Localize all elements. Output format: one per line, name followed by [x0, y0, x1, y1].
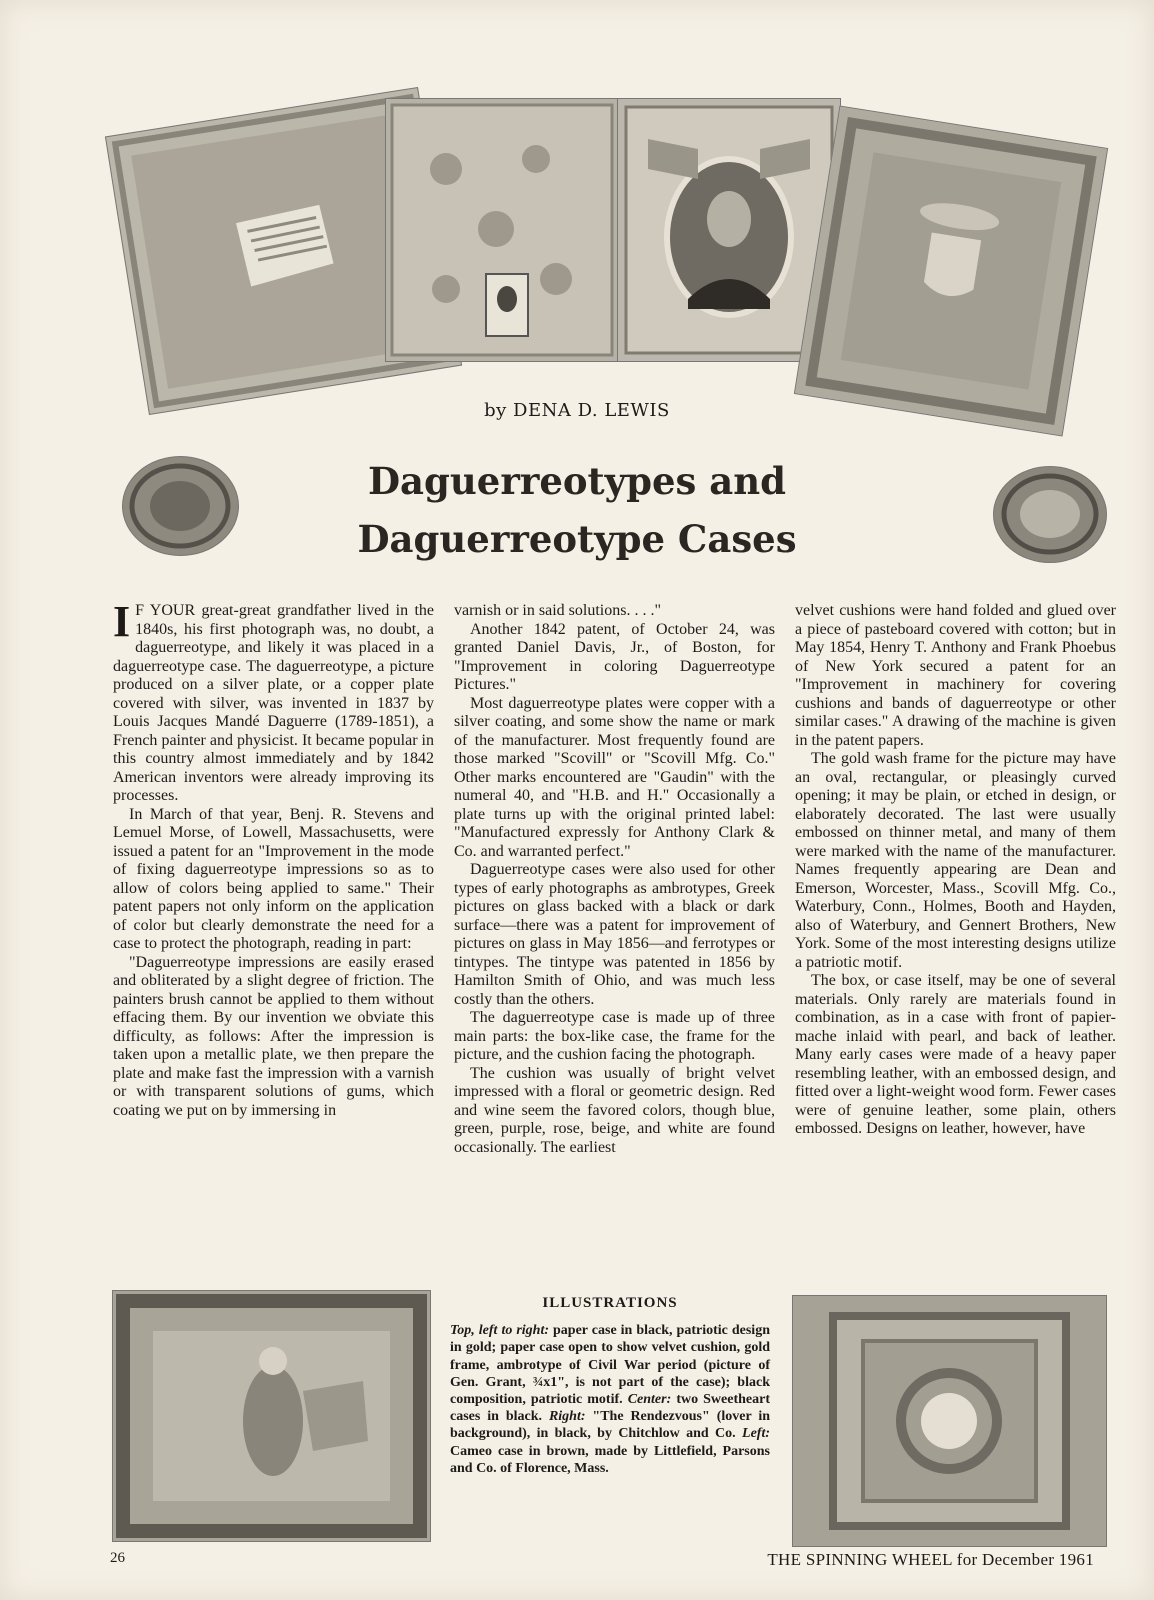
photo-rendezvous-case: [112, 1290, 431, 1542]
article-paragraph: Most daguerreotype plates were copper with a silver coating, and some show the name or mark of the manufacturer. Most frequently found are those marked "Scovill" or "Scovill Mfg. Co." Other marks encountered are "Gaudin" with the numeral 40, and "H.B. and H." Occasionally a plate turns up with the original printed label: "Manufactured expressly for Anthony Clark & Co. and warranted perfect.": [454, 694, 775, 860]
article-paragraph: "Daguerreotype impressions are easily erased and obliterated by a slight degree of friction. The painters brush cannot be applied to them without effacing them. By our invention we obviate this difficulty, as follows: After the impression is taken upon a metallic plate, we then prepare the plate and make fast the impression with a varnish or with transparent solutions of gums, which coating we put on by immersing in: [113, 953, 434, 1119]
photo-cameo-case: [792, 1295, 1107, 1547]
byline: by DENA D. LEWIS: [484, 400, 670, 421]
article-paragraph: The cushion was usually of bright velvet impressed with a floral or geometric design. Red and wine seem the favored colors, though blue, green, purple, rose, beige, and white are found occasionally. The earliest: [454, 1064, 775, 1156]
velvet-cushion-image: [386, 99, 618, 361]
illustrations-heading: ILLUSTRATIONS: [542, 1295, 678, 1311]
publication-footer: THE SPINNING WHEEL for December 1961: [767, 1550, 1094, 1569]
article-column-1: [113, 597, 434, 1120]
illustrations-caption: [450, 1295, 770, 1477]
article-paragraph: The daguerreotype case is made up of three main parts: the box-like case, the frame for the picture, and the cushion facing the photograph.: [454, 1009, 775, 1063]
composition-case-image: [795, 107, 1107, 436]
article-paragraph: Another 1842 patent, of October 24, was granted Daniel Davis, Jr., of Boston, for "Improvement in coloring Daguerreotype Pictures.": [454, 620, 775, 693]
article-paragraph: The gold wash frame for the picture may have an oval, rectangular, or pleasingly curved opening; it may be plain, or etched in design, or elaborately decorated. The last were usually embossed on thinner metal, and many of them were marked with the name of the manufacturer. Names frequently appearing are Dean and Emerson, Worcester, Mass., Scovill Mfg. Co., Waterbury, Conn., Holmes, Booth and Hayden, also of Waterbury, and Gennert Brothers, New York. Some of the most interesting designs utilize a patriotic motif.: [795, 750, 1116, 971]
article-paragraph: The box, or case itself, may be one of several materials. Only rarely are materials found in combination, as in a case with front of papier-mache inlaid with pearl, and back of leather. Many early cases were made of a heavy paper resembling leather, with an embossed design, and fitted over a light-weight wood form. Fewer cases were of genuine leather, some plain, others embossed. Designs on leather, however, have: [795, 972, 1116, 1137]
article-paragraph: I F YOUR great-great grandfather lived in the 1840s, his first photograph was, no doubt, a daguerreotype, and likely it was placed in a daguerreotype case. The daguerreotype, a picture produced on a silver plate, or a copper plate covered with silver, was invented in 1837 by Louis Jacques Mandé Daguerre (1789-1851), a French painter and physicist. It became popular in this country almost immediately and by 1842 American inventors were already improving its processes.: [113, 597, 434, 804]
headline-line-2: Daguerreotype Cases: [357, 517, 797, 561]
illustrations-text: Top, left to right: paper case in black, patriotic design in gold; paper case open to show velvet cushion, gold frame, ambrotype of Civil War period (picture of Gen. Grant, ¾x1", is not part of the case); black composition, patriotic motif. Center: two Sweetheart cases in black. Right: "The Rendezvous" (lover in background), in black, by Chitchlow and Co. Left: Cameo case in brown, made by Littlefield, Parsons and Co. of Florence, Mass.: [450, 1323, 771, 1476]
photo-composition-case: [794, 106, 1108, 437]
photo-sweetheart-case-right: [993, 466, 1107, 563]
article-paragraph: Daguerreotype cases were also used for other types of early photographs as ambrotypes, Greek pictures on glass backed with a black or dark surface—there was a patent for improvement of pictures on glass in May 1856—and ferrotypes or tintypes. The tintype was patented in 1856 by Hamilton Smith of Ohio, and was much less costly than the others.: [454, 861, 775, 1008]
photo-open-case-left: [385, 98, 619, 362]
article-column-3: [795, 602, 1116, 1139]
round-case-image: [123, 457, 238, 555]
cameo-image: [793, 1296, 1106, 1546]
page-number: 26: [110, 1550, 125, 1566]
article-paragraph: varnish or in said solutions. . . .": [454, 602, 661, 619]
headline: [250, 452, 904, 568]
round-case-image: [994, 467, 1106, 562]
rendezvous-image: [113, 1291, 430, 1541]
photo-sweetheart-case-left: [122, 456, 239, 556]
article-paragraph: velvet cushions were hand folded and glued over a piece of pasteboard covered with cotton; but in May 1854, Henry T. Anthony and Frank Phoebus of New York secured a patent for an "Improvement in machinery for covering cushions and bands of daguerreotype or other similar cases." A drawing of the machine is given in the patent papers.: [795, 602, 1116, 749]
article-column-2: [454, 602, 775, 1157]
article-paragraph: In March of that year, Benj. R. Stevens and Lemuel Morse, of Lowell, Massachusetts, were issued a patent for an "Improvement in the mode of fixing daguerreotype impressions so as to allow of colors being applied to same." Their patent papers not only inform on the application of color but clearly demonstrate the need for a case to protect the photograph, reading in part:: [113, 805, 434, 952]
drop-cap: I: [113, 597, 131, 646]
headline-line-1: Daguerreotypes and: [367, 459, 787, 503]
